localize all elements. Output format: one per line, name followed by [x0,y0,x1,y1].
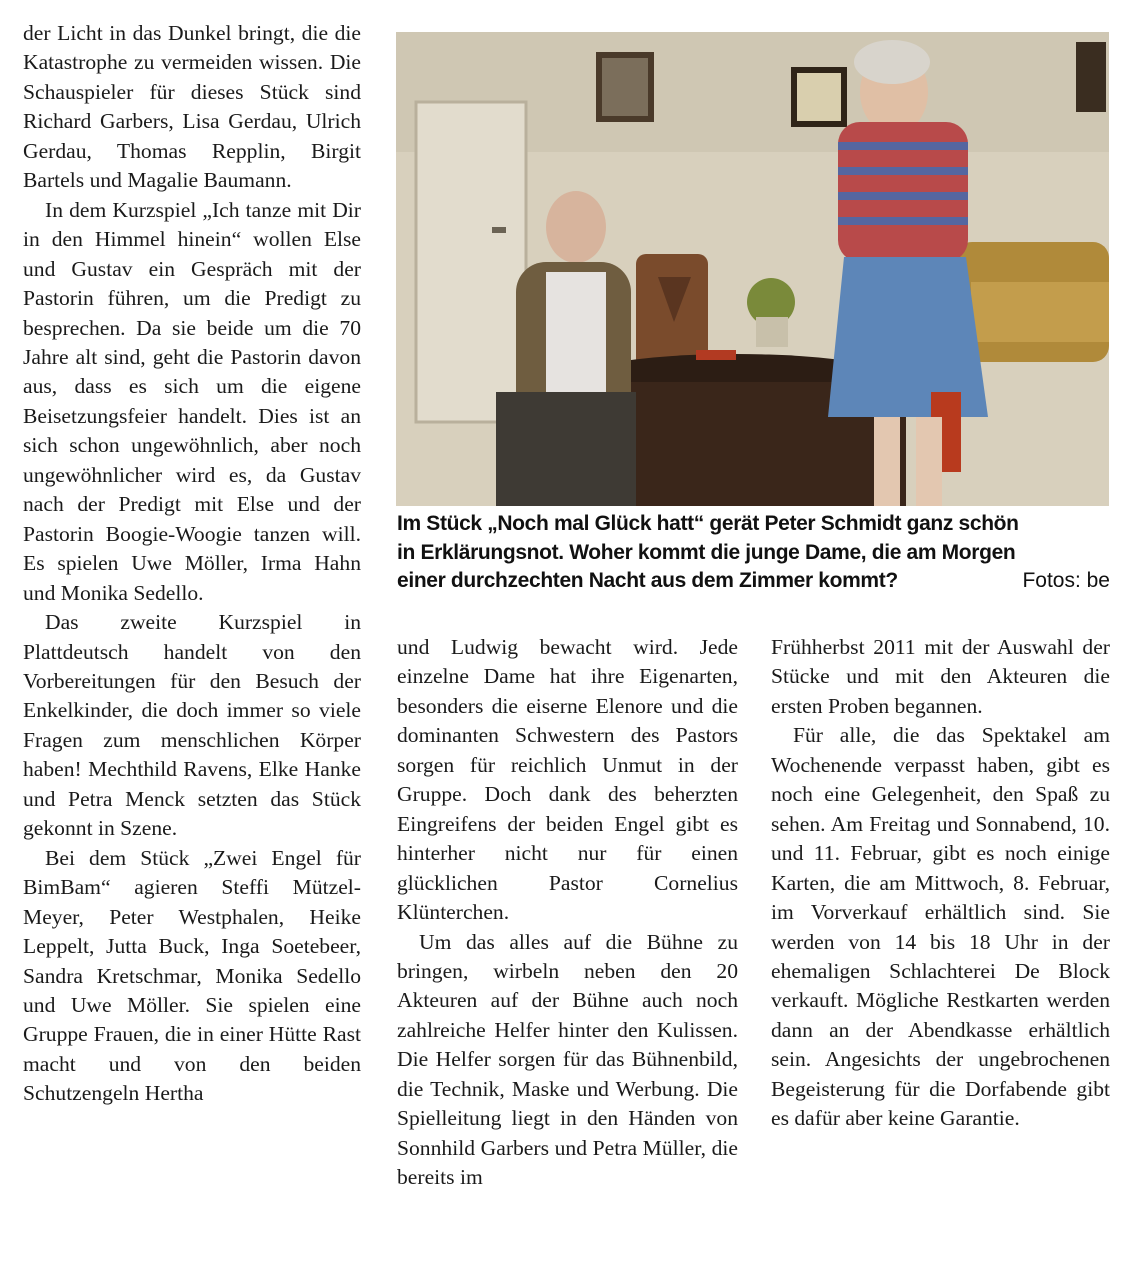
photo-credit: Fotos: be [1022,569,1110,592]
paragraph: Für alle, die das Spektakel am Wochenende verpasst haben, gibt es noch eine Gelegenheit, den Spaß zu sehen. Am Freitag und Sonnabend, 10. und 11. Februar, gibt es noch einige Karten, die am Mittwoch, 8. Februar, im Vorverkauf erhältlich sind. Sie werden von 14 bis 18 Uhr in der ehemaligen Schlachterei De Block verkauft. Mögliche Restkarten werden dann an der Abendkasse erhältlich sein. Angesichts der ungebrochenen Begeisterung für die Dorfabende gibt es dafür aber keine Garantie. [771,723,1110,1131]
stage-scene-illustration [396,32,1109,506]
caption-line-1: Im Stück „Noch mal Glück hatt“ gerät Peter Schmidt ganz schön [397,512,1019,535]
article-column-1 [23,19,361,1109]
paragraph: Um das alles auf die Bühne zu bringen, wirbeln neben den 20 Akteuren auf der Bühne auch noch zahlreiche Helfer hinter den Kulissen. Die Helfer sorgen für das Bühnenbild, die Technik, Maske und Werbung. Die Spielleitung liegt in den Händen von Sonnhild Garbers und Petra Müller, die bereits im [397,929,738,1190]
paragraph: Das zweite Kurzspiel in Plattdeutsch handelt von den Vorbereitungen für den Besuch der Enkelkinder, die doch immer so viele Fragen zum menschlichen Körper haben! Mechthild Ravens, Elke Hanke und Petra Menck setzten das Stück gekonnt in Szene. [23,610,361,841]
caption-line-2: in Erklärungsnot. Woher kommt die junge Dame, die am Morgen [397,540,1016,564]
caption-line-3-text: einer durchzechten Nacht aus dem Zimmer kommt? [397,569,898,592]
paragraph: Bei dem Stück „Zwei Engel für BimBam“ agieren Steffi Mützel-Meyer, Peter Westphalen, Heike Leppelt, Jutta Buck, Inga Soetebeer, Sandra Kretschmar, Monika Sedello und Uwe Möller. Sie spielen eine Gruppe Frauen, die in einer Hütte Rast macht und von den beiden Schutzengeln Hertha [23,845,361,1106]
paragraph: Frühherbst 2011 mit der Auswahl der Stücke und mit den Akteuren die ersten Proben begannen. [771,635,1110,718]
paragraph: der Licht in das Dunkel bringt, die die Katastrophe zu vermeiden wissen. Die Schauspieler für dieses Stück sind Richard Garbers, Lisa Gerdau, Ulrich Gerdau, Thomas Repplin, Birgit Bartels und Magalie Baumann. [23,21,361,193]
caption-line-3 [397,567,1110,596]
paragraph: In dem Kurzspiel „Ich tanze mit Dir in den Himmel hinein“ wollen Else und Gustav ein Gespräch mit der Pastorin führen, um die Predigt zu besprechen. Da sie beide um die 70 Jahre alt sind, geht die Pastorin davon aus, dass es sich um die eigene Beisetzungsfeier handelt. Dies ist an sich schon ungewöhnlich, aber noch ungewöhnlicher wird es, da Gustav nach der Predigt mit Else und der Pastorin Boogie-Woogie tanzen will. Es spielen Uwe Möller, Irma Hahn und Monika Sedello. [23,197,361,605]
stage-photo [396,32,1109,506]
article-column-2 [397,633,738,1193]
paragraph: und Ludwig bewacht wird. Jede einzelne Dame hat ihre Eigenarten, besonders die eiserne Elenore und die dominanten Schwestern des Pastors sorgen für reichlich Unmut in der Gruppe. Doch dank des beherzten Eingreifens der beiden Engel gibt es hinterher nicht nur für einen glücklichen Pastor Cornelius Klünterchen. [397,635,738,925]
photo-caption [397,510,1110,596]
article-column-3 [771,633,1110,1134]
